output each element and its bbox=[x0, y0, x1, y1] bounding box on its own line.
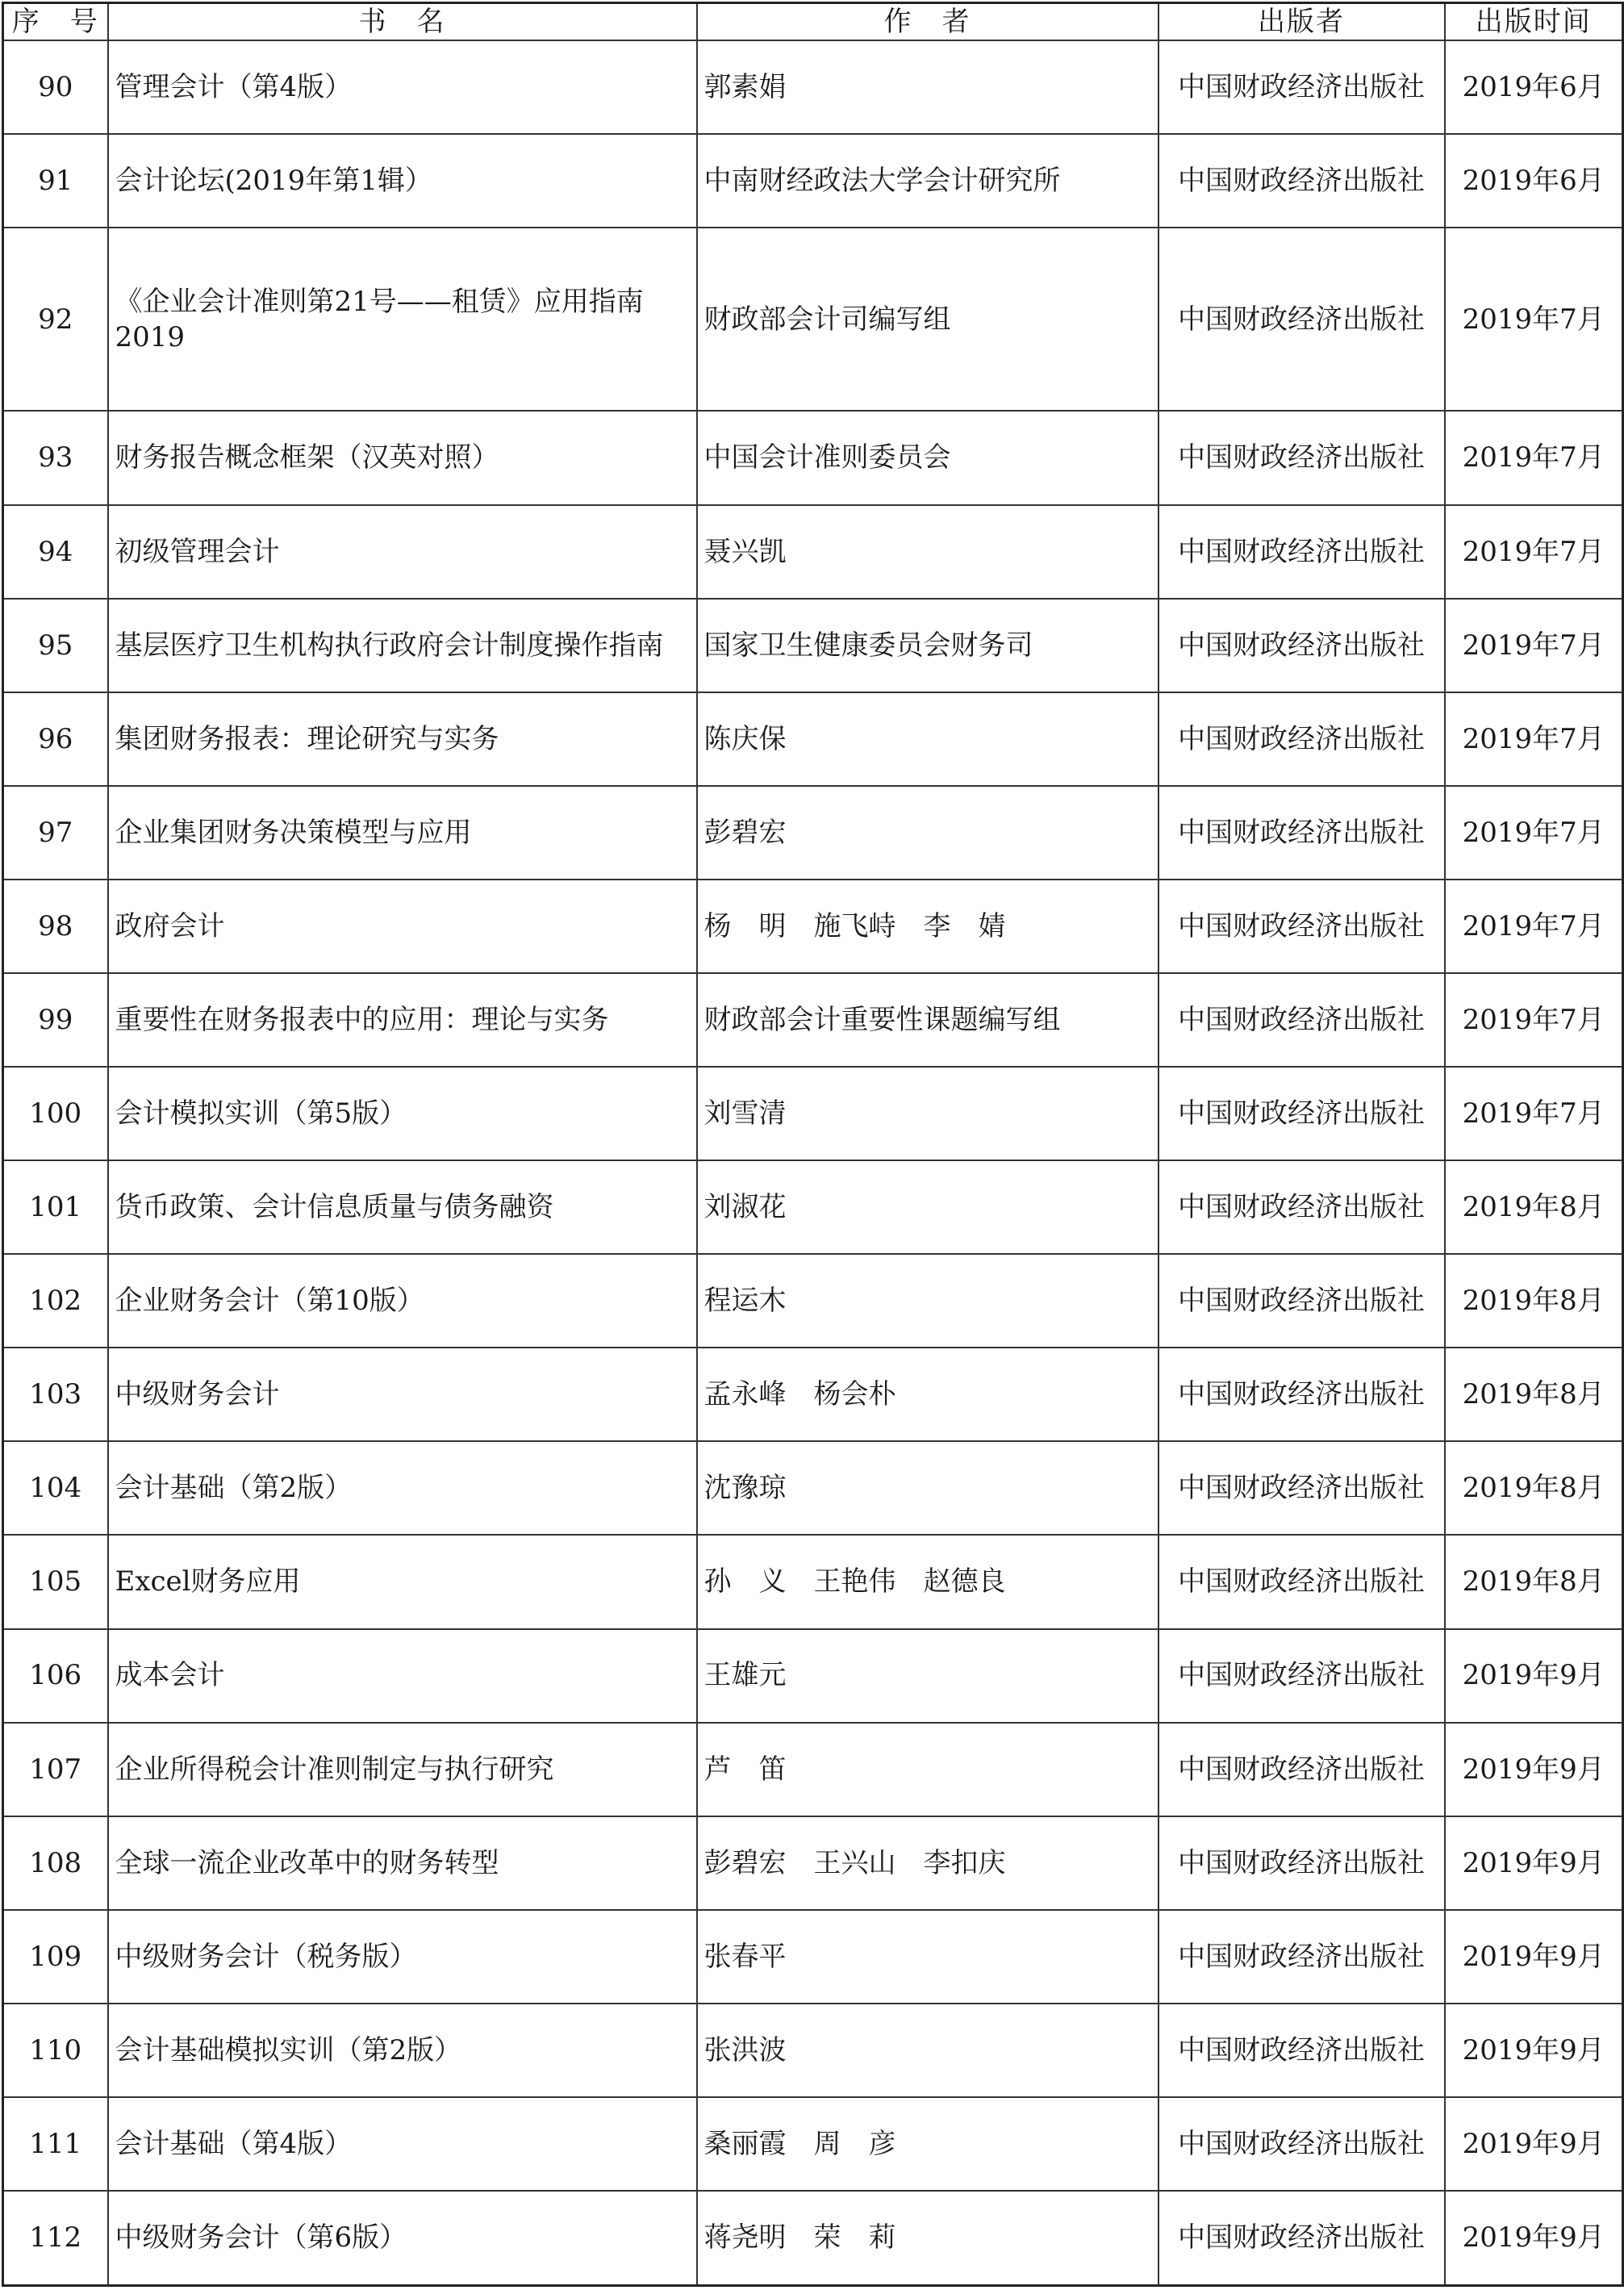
cell-publish-date: 2019年9月 bbox=[1445, 1629, 1623, 1723]
cell-book-title: 货币政策、会计信息质量与债务融资 bbox=[108, 1160, 697, 1254]
cell-serial-number: 107 bbox=[3, 1723, 108, 1816]
cell-publish-date: 2019年7月 bbox=[1445, 973, 1623, 1067]
table-header bbox=[3, 3, 1623, 41]
cell-publisher: 中国财政经济出版社 bbox=[1159, 505, 1445, 599]
cell-publish-date: 2019年8月 bbox=[1445, 1535, 1623, 1628]
cell-publish-date: 2019年6月 bbox=[1445, 40, 1623, 134]
cell-book-title: 全球一流企业改革中的财务转型 bbox=[108, 1816, 697, 1910]
cell-serial-number: 109 bbox=[3, 1910, 108, 2004]
cell-publisher: 中国财政经济出版社 bbox=[1159, 1910, 1445, 2004]
cell-publish-date: 2019年7月 bbox=[1445, 411, 1623, 504]
table-row bbox=[3, 1629, 1623, 1723]
cell-publish-date: 2019年7月 bbox=[1445, 505, 1623, 599]
cell-book-title: 重要性在财务报表中的应用：理论与实务 bbox=[108, 973, 697, 1067]
cell-serial-number: 101 bbox=[3, 1160, 108, 1254]
cell-author: 彭碧宏 bbox=[697, 786, 1159, 880]
cell-author: 彭碧宏 王兴山 李扣庆 bbox=[697, 1816, 1159, 1910]
cell-publish-date: 2019年9月 bbox=[1445, 2097, 1623, 2191]
cell-publisher: 中国财政经济出版社 bbox=[1159, 1067, 1445, 1160]
header-publisher: 出版者 bbox=[1159, 3, 1445, 41]
cell-book-title: 基层医疗卫生机构执行政府会计制度操作指南 bbox=[108, 599, 697, 692]
cell-publish-date: 2019年8月 bbox=[1445, 1441, 1623, 1535]
table-row bbox=[3, 1910, 1623, 2004]
header-publish-date: 出版时间 bbox=[1445, 3, 1623, 41]
table-row bbox=[3, 599, 1623, 692]
table-row bbox=[3, 1160, 1623, 1254]
cell-publisher: 中国财政经济出版社 bbox=[1159, 692, 1445, 786]
header-row bbox=[3, 3, 1623, 41]
cell-book-title: 财务报告概念框架（汉英对照） bbox=[108, 411, 697, 504]
header-book-title: 书 名 bbox=[108, 3, 697, 41]
cell-book-title: 中级财务会计 bbox=[108, 1348, 697, 1441]
cell-author: 程运木 bbox=[697, 1254, 1159, 1348]
cell-book-title: 企业所得税会计准则制定与执行研究 bbox=[108, 1723, 697, 1816]
cell-publish-date: 2019年8月 bbox=[1445, 1348, 1623, 1441]
cell-author: 杨 明 施飞峙 李 婧 bbox=[697, 880, 1159, 973]
cell-author: 财政部会计司编写组 bbox=[697, 228, 1159, 411]
cell-serial-number: 111 bbox=[3, 2097, 108, 2191]
cell-book-title: 管理会计（第4版） bbox=[108, 40, 697, 134]
table-body bbox=[3, 40, 1623, 2285]
cell-publish-date: 2019年7月 bbox=[1445, 880, 1623, 973]
table-row bbox=[3, 134, 1623, 228]
cell-publisher: 中国财政经济出版社 bbox=[1159, 411, 1445, 504]
cell-author: 张春平 bbox=[697, 1910, 1159, 2004]
cell-author: 蒋尧明 荣 莉 bbox=[697, 2191, 1159, 2286]
cell-book-title: 成本会计 bbox=[108, 1629, 697, 1723]
table-row bbox=[3, 228, 1623, 411]
cell-author: 中南财经政法大学会计研究所 bbox=[697, 134, 1159, 228]
cell-serial-number: 103 bbox=[3, 1348, 108, 1441]
cell-author: 国家卫生健康委员会财务司 bbox=[697, 599, 1159, 692]
cell-book-title: 《企业会计准则第21号——租赁》应用指南2019 bbox=[108, 228, 697, 411]
cell-serial-number: 99 bbox=[3, 973, 108, 1067]
cell-author: 聂兴凯 bbox=[697, 505, 1159, 599]
cell-book-title: 集团财务报表：理论研究与实务 bbox=[108, 692, 697, 786]
cell-author: 王雄元 bbox=[697, 1629, 1159, 1723]
table-row bbox=[3, 1254, 1623, 1348]
cell-serial-number: 96 bbox=[3, 692, 108, 786]
cell-publisher: 中国财政经济出版社 bbox=[1159, 973, 1445, 1067]
cell-publisher: 中国财政经济出版社 bbox=[1159, 1254, 1445, 1348]
cell-author: 陈庆保 bbox=[697, 692, 1159, 786]
table-row bbox=[3, 2191, 1623, 2286]
table-row bbox=[3, 1723, 1623, 1816]
cell-publish-date: 2019年7月 bbox=[1445, 692, 1623, 786]
cell-book-title: 企业集团财务决策模型与应用 bbox=[108, 786, 697, 880]
cell-author: 张洪波 bbox=[697, 2004, 1159, 2097]
cell-publisher: 中国财政经济出版社 bbox=[1159, 2004, 1445, 2097]
cell-author: 财政部会计重要性课题编写组 bbox=[697, 973, 1159, 1067]
table-row bbox=[3, 1441, 1623, 1535]
cell-book-title: 会计基础模拟实训（第2版） bbox=[108, 2004, 697, 2097]
cell-serial-number: 108 bbox=[3, 1816, 108, 1910]
cell-author: 孙 义 王艳伟 赵德良 bbox=[697, 1535, 1159, 1628]
cell-serial-number: 91 bbox=[3, 134, 108, 228]
cell-publisher: 中国财政经济出版社 bbox=[1159, 1723, 1445, 1816]
cell-author: 刘雪清 bbox=[697, 1067, 1159, 1160]
table-row bbox=[3, 2004, 1623, 2097]
cell-book-title: 会计模拟实训（第5版） bbox=[108, 1067, 697, 1160]
cell-publisher: 中国财政经济出版社 bbox=[1159, 2097, 1445, 2191]
cell-book-title: 政府会计 bbox=[108, 880, 697, 973]
cell-publish-date: 2019年9月 bbox=[1445, 1816, 1623, 1910]
table-row bbox=[3, 40, 1623, 134]
cell-book-title: 会计论坛(2019年第1辑） bbox=[108, 134, 697, 228]
cell-book-title: 中级财务会计（税务版） bbox=[108, 1910, 697, 2004]
table-row bbox=[3, 1816, 1623, 1910]
table-row bbox=[3, 411, 1623, 504]
cell-publisher: 中国财政经济出版社 bbox=[1159, 1535, 1445, 1628]
cell-serial-number: 92 bbox=[3, 228, 108, 411]
cell-publisher: 中国财政经济出版社 bbox=[1159, 1629, 1445, 1723]
header-serial-number: 序 号 bbox=[3, 3, 108, 41]
cell-serial-number: 98 bbox=[3, 880, 108, 973]
cell-serial-number: 110 bbox=[3, 2004, 108, 2097]
cell-publisher: 中国财政经济出版社 bbox=[1159, 40, 1445, 134]
cell-publisher: 中国财政经济出版社 bbox=[1159, 786, 1445, 880]
table-row bbox=[3, 1535, 1623, 1628]
header-author: 作 者 bbox=[697, 3, 1159, 41]
table-row bbox=[3, 1348, 1623, 1441]
book-list-table bbox=[2, 2, 1624, 2287]
cell-publisher: 中国财政经济出版社 bbox=[1159, 2191, 1445, 2286]
cell-author: 孟永峰 杨会朴 bbox=[697, 1348, 1159, 1441]
cell-serial-number: 112 bbox=[3, 2191, 108, 2286]
book-list-page bbox=[2, 2, 1622, 2287]
cell-publish-date: 2019年7月 bbox=[1445, 786, 1623, 880]
cell-publisher: 中国财政经济出版社 bbox=[1159, 1816, 1445, 1910]
cell-author: 桑丽霞 周 彦 bbox=[697, 2097, 1159, 2191]
cell-serial-number: 102 bbox=[3, 1254, 108, 1348]
cell-publish-date: 2019年8月 bbox=[1445, 1160, 1623, 1254]
cell-book-title: Excel财务应用 bbox=[108, 1535, 697, 1628]
cell-book-title: 会计基础（第4版） bbox=[108, 2097, 697, 2191]
cell-author: 郭素娟 bbox=[697, 40, 1159, 134]
cell-serial-number: 104 bbox=[3, 1441, 108, 1535]
cell-publish-date: 2019年9月 bbox=[1445, 1910, 1623, 2004]
table-row bbox=[3, 880, 1623, 973]
cell-book-title: 企业财务会计（第10版） bbox=[108, 1254, 697, 1348]
table-row bbox=[3, 692, 1623, 786]
cell-publish-date: 2019年9月 bbox=[1445, 1723, 1623, 1816]
cell-author: 刘淑花 bbox=[697, 1160, 1159, 1254]
table-row bbox=[3, 1067, 1623, 1160]
cell-book-title: 初级管理会计 bbox=[108, 505, 697, 599]
cell-author: 芦 笛 bbox=[697, 1723, 1159, 1816]
cell-publisher: 中国财政经济出版社 bbox=[1159, 599, 1445, 692]
cell-publish-date: 2019年7月 bbox=[1445, 1067, 1623, 1160]
table-row bbox=[3, 786, 1623, 880]
cell-publish-date: 2019年7月 bbox=[1445, 599, 1623, 692]
cell-serial-number: 97 bbox=[3, 786, 108, 880]
cell-publisher: 中国财政经济出版社 bbox=[1159, 1348, 1445, 1441]
cell-publisher: 中国财政经济出版社 bbox=[1159, 228, 1445, 411]
cell-book-title: 中级财务会计（第6版） bbox=[108, 2191, 697, 2286]
table-row bbox=[3, 505, 1623, 599]
cell-serial-number: 106 bbox=[3, 1629, 108, 1723]
cell-book-title: 会计基础（第2版） bbox=[108, 1441, 697, 1535]
cell-publish-date: 2019年9月 bbox=[1445, 2004, 1623, 2097]
cell-publish-date: 2019年9月 bbox=[1445, 2191, 1623, 2286]
cell-serial-number: 95 bbox=[3, 599, 108, 692]
cell-serial-number: 100 bbox=[3, 1067, 108, 1160]
cell-serial-number: 90 bbox=[3, 40, 108, 134]
cell-author: 中国会计准则委员会 bbox=[697, 411, 1159, 504]
cell-publish-date: 2019年6月 bbox=[1445, 134, 1623, 228]
cell-serial-number: 94 bbox=[3, 505, 108, 599]
cell-serial-number: 105 bbox=[3, 1535, 108, 1628]
table-row bbox=[3, 2097, 1623, 2191]
cell-publisher: 中国财政经济出版社 bbox=[1159, 1160, 1445, 1254]
cell-author: 沈豫琼 bbox=[697, 1441, 1159, 1535]
cell-serial-number: 93 bbox=[3, 411, 108, 504]
cell-publisher: 中国财政经济出版社 bbox=[1159, 134, 1445, 228]
cell-publish-date: 2019年7月 bbox=[1445, 228, 1623, 411]
cell-publish-date: 2019年8月 bbox=[1445, 1254, 1623, 1348]
table-row bbox=[3, 973, 1623, 1067]
cell-publisher: 中国财政经济出版社 bbox=[1159, 1441, 1445, 1535]
cell-publisher: 中国财政经济出版社 bbox=[1159, 880, 1445, 973]
